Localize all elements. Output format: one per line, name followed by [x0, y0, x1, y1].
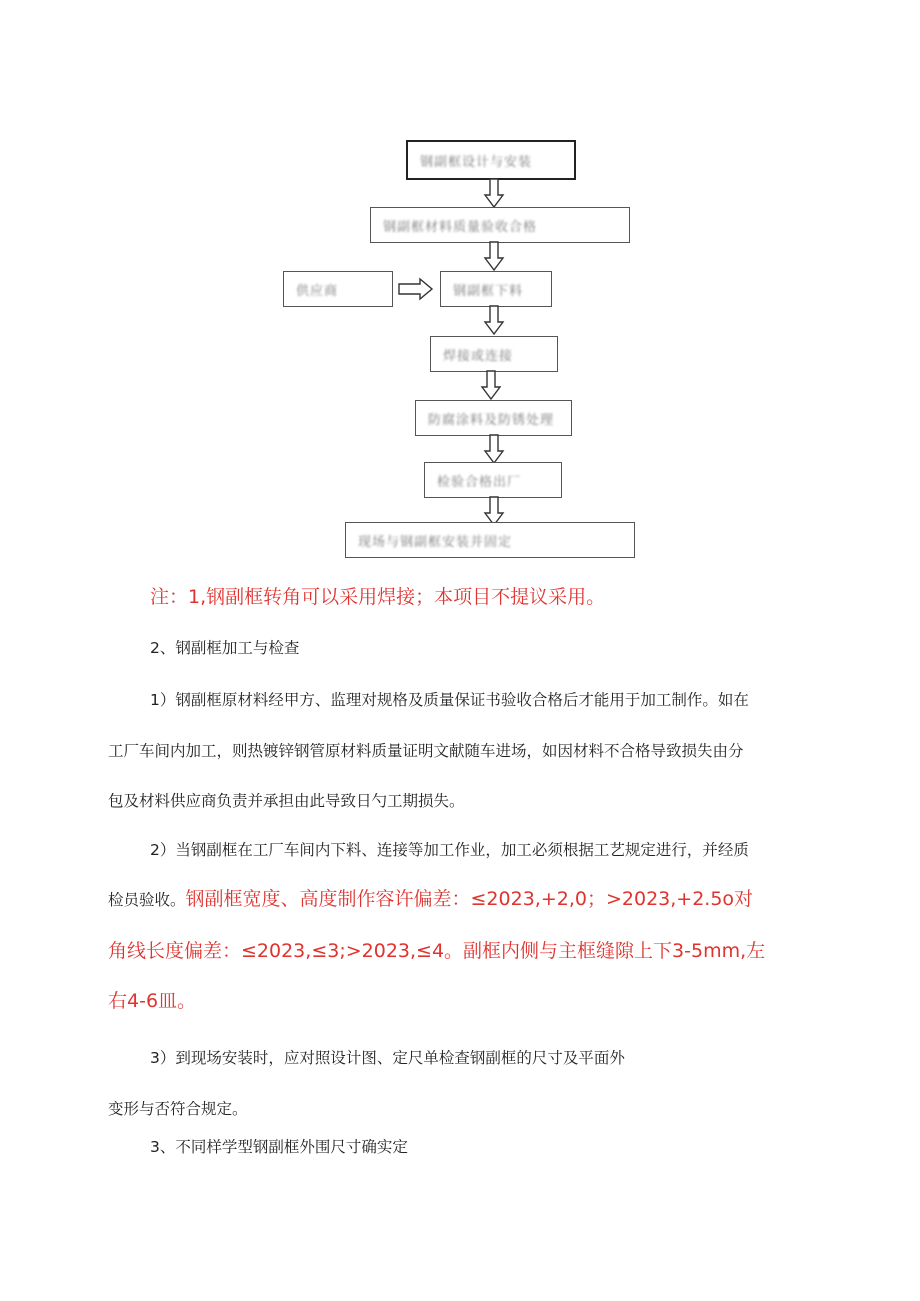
- flow-step-5: [415, 400, 572, 436]
- section-heading-2: 2、钢副框加工与检查: [150, 639, 300, 657]
- down-arrow-icon: [483, 178, 505, 208]
- flow-step-2: [370, 207, 630, 243]
- section-heading-3: 3、不同样学型钢副框外围尺寸确实定: [150, 1138, 408, 1156]
- paragraph-2-line-3: 角线长度偏差：≤2023,≤3;>2023,≤4。副框内侧与主框缝隙上下3-5mm,左: [108, 940, 766, 962]
- flow-step-5-label: 防腐涂料及防锈处理: [428, 412, 555, 428]
- flow-step-7: [345, 522, 635, 558]
- flow-step-4: [430, 336, 558, 372]
- paragraph-1-line-3: 包及材料供应商负责并承担由此导致日勺工期损失。: [108, 792, 465, 810]
- flow-side-box: [283, 271, 393, 307]
- flow-step-3: [440, 271, 552, 307]
- flow-step-7-label: 现场与钢副框安装并固定: [358, 534, 513, 550]
- flow-step-1: [406, 140, 576, 180]
- down-arrow-icon: [483, 241, 505, 271]
- paragraph-2-line-1: 2）当钢副框在工厂车间内下料、连接等加工作业，加工必须根据工艺规定进行，并经质: [150, 841, 749, 859]
- flow-step-4-label: 焊接或连接: [443, 348, 514, 364]
- down-arrow-icon: [483, 305, 505, 335]
- paragraph-1-line-1: 1）钢副框原材料经甲方、监理对规格及质量保证书验收合格后才能用于加工制作。如在: [150, 691, 749, 709]
- flow-step-1-label: 钢副框设计与安装: [420, 154, 533, 170]
- paragraph-2-line-2: [108, 884, 753, 911]
- down-arrow-icon: [483, 434, 505, 464]
- flow-side-label: 供应商: [296, 283, 339, 299]
- flow-step-6: [424, 462, 562, 498]
- paragraph-2-line-2-red: 钢副框宽度、高度制作容许偏差：≤2023,+2,0；>2023,+2.5o对: [185, 888, 754, 910]
- flow-step-2-label: 钢副框材料质量验收合格: [383, 219, 538, 235]
- flow-step-6-label: 检验合格出厂: [437, 474, 522, 490]
- down-arrow-icon: [480, 370, 502, 400]
- paragraph-3-line-1: 3）到现场安装时，应对照设计图、定尺单检查钢副框的尺寸及平面外: [150, 1049, 625, 1067]
- paragraph-2-line-4: 右4-6皿。: [108, 990, 197, 1012]
- paragraph-2-line-2-black: 检员验收。: [108, 891, 186, 909]
- flow-step-3-label: 钢副框下料: [453, 283, 524, 299]
- paragraph-3-line-2: 变形与否符合规定。: [108, 1100, 248, 1118]
- paragraph-1-line-2: 工厂车间内加工，则热镀锌钢管原材料质量证明文献随车进场，如因材料不合格导致损失由分: [108, 742, 744, 760]
- right-arrow-icon: [398, 277, 434, 301]
- note-text: 注：1,钢副框转角可以采用焊接；本项目不提议采用。: [150, 586, 606, 608]
